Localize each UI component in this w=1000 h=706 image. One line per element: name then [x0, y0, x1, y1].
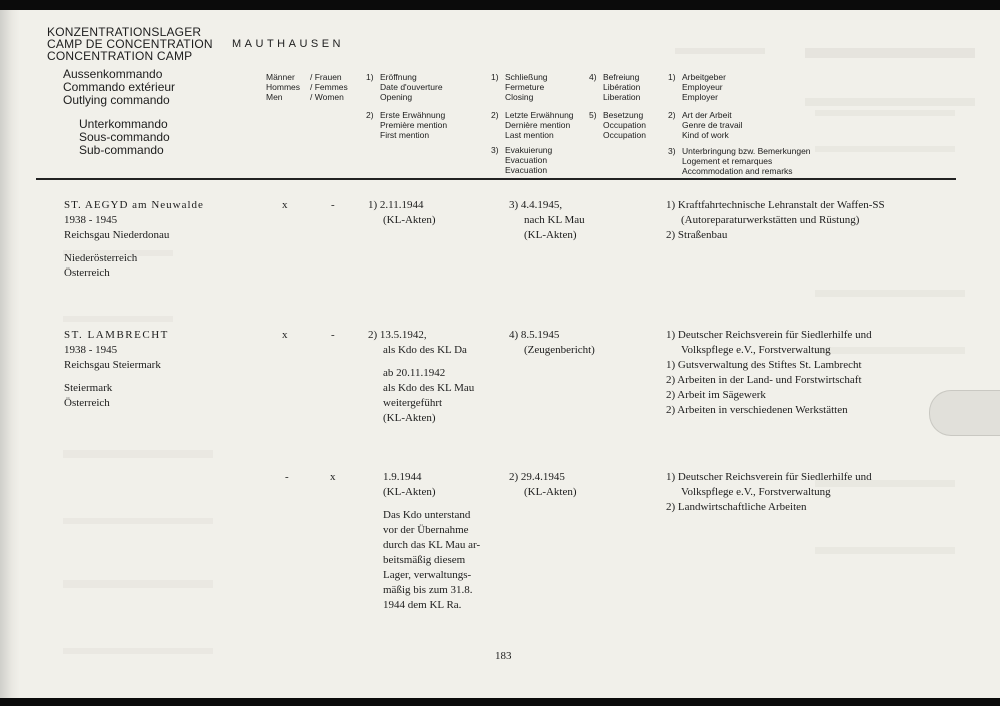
cell-line: ab 20.11.1942 [383, 367, 446, 379]
commando-country: Österreich [64, 267, 110, 279]
cell-line: 1) 2.11.1944 [368, 199, 424, 211]
closing-cell [509, 198, 585, 243]
label: Employeur [682, 82, 723, 92]
label: Dernière mention [505, 120, 571, 130]
cell-line: als Kdo des KL Da [383, 344, 467, 356]
work-cell [666, 198, 885, 243]
heading-line: CONCENTRATION CAMP [47, 49, 193, 63]
gender-column-header [266, 72, 348, 102]
commando-name: ST. LAMBRECHT [64, 329, 169, 341]
cell-line: 1) Deutscher Reichsverein für Siedlerhilfe und [666, 471, 872, 483]
entry-location [64, 328, 169, 411]
cell-line: 1.9.1944 [383, 471, 422, 483]
entry-location [64, 198, 204, 281]
cell-line: (Autoreparaturwerkstätten und Rüstung) [681, 214, 860, 226]
num: 3) [491, 145, 499, 155]
label: Arbeitgeber [682, 72, 726, 82]
commando-state: Steiermark [64, 382, 113, 394]
liberation-column-header [589, 72, 640, 102]
first-mention-column-header [366, 110, 447, 140]
label: Erste Erwähnung [380, 110, 446, 120]
page-number: 183 [495, 650, 512, 662]
occupation-column-header [589, 110, 646, 140]
label-men-de: Männer [266, 72, 295, 82]
cell-line: (KL-Akten) [524, 486, 577, 498]
commando-years: 1938 - 1945 [64, 214, 118, 226]
work-cell [666, 328, 872, 418]
opening-cell [368, 328, 474, 426]
cell-line: Lager, verwaltungs- [383, 569, 472, 581]
num: 5) [589, 110, 597, 120]
men-mark: x [282, 329, 288, 341]
cell-line: 2) Arbeit im Sägewerk [666, 389, 766, 401]
cell-line: (KL-Akten) [383, 412, 436, 424]
label-men-en: Men [266, 92, 283, 102]
accommodation-column-header [668, 146, 811, 176]
label: Besetzung [603, 110, 644, 120]
cell-line: 1944 dem KL Ra. [383, 599, 462, 611]
cell-line: (Zeugenbericht) [524, 344, 595, 356]
women-mark: - [331, 199, 335, 211]
opening-column-header [366, 72, 443, 102]
men-mark: - [285, 471, 289, 483]
heading-line: Unterkommando [79, 117, 168, 131]
commando-years: 1938 - 1945 [64, 344, 118, 356]
cell-line: nach KL Mau [524, 214, 585, 226]
closing-cell [509, 328, 595, 358]
cell-line: 2) Landwirtschaftliche Arbeiten [666, 501, 807, 513]
cell-line: 2) Arbeiten in der Land- und Forstwirtschaft [666, 374, 862, 386]
cell-line: 2) Arbeiten in verschiedenen Werkstätten [666, 404, 848, 416]
document-page [0, 10, 1000, 698]
label-women-en: / Women [310, 92, 344, 102]
cell-line: (KL-Akten) [383, 214, 436, 226]
heading-line: Sub-commando [79, 143, 164, 157]
label: Genre de travail [682, 120, 743, 130]
heading-line: Aussenkommando [63, 67, 163, 81]
label: Opening [380, 92, 413, 102]
cell-line: 2) Straßenbau [666, 229, 728, 241]
outlying-commando-heading [63, 68, 175, 107]
cell-line: 2) 29.4.1945 [509, 471, 565, 483]
heading-line: CAMP DE CONCENTRATION [47, 37, 213, 51]
heading-line: Outlying commando [63, 93, 170, 107]
cell-line: als Kdo des KL Mau [383, 382, 475, 394]
label: Libération [603, 82, 641, 92]
label: Date d'ouverture [380, 82, 443, 92]
heading-line: Sous-commando [79, 130, 170, 144]
camp-name: MAUTHAUSEN [232, 38, 345, 50]
cell-line: 1) Kraftfahrtechnische Lehranstalt der Waffen-SS [666, 199, 885, 211]
num: 1) [366, 72, 374, 82]
label: Employer [682, 92, 718, 102]
cell-line: Das Kdo unterstand [383, 509, 471, 521]
num: 2) [366, 110, 374, 120]
label: Occupation [603, 120, 646, 130]
label: Liberation [603, 92, 641, 102]
sub-commando-heading [79, 118, 170, 157]
label: Accommodation and remarks [682, 166, 793, 176]
label: Closing [505, 92, 534, 102]
label: Eröffnung [380, 72, 417, 82]
num: 1) [668, 72, 676, 82]
label-women-fr: / Femmes [310, 82, 348, 92]
opening-cell [383, 470, 480, 613]
label: Fermeture [505, 82, 545, 92]
cell-line: mäßig bis zum 31.8. [383, 584, 473, 596]
num: 4) [589, 72, 597, 82]
label: Logement et remarques [682, 156, 773, 166]
book-gutter [0, 10, 20, 698]
label: Evakuierung [505, 145, 553, 155]
last-mention-column-header [491, 110, 574, 140]
heading-line: KONZENTRATIONSLAGER [47, 25, 202, 39]
evacuation-column-header [491, 145, 552, 175]
commando-state: Niederösterreich [64, 252, 138, 264]
cell-line: weitergeführt [383, 397, 443, 409]
closing-cell [509, 470, 577, 500]
label-women-de: / Frauen [310, 72, 342, 82]
label-men-fr: Hommes [266, 82, 301, 92]
cell-line: 2) 13.5.1942, [368, 329, 427, 341]
women-mark: - [331, 329, 335, 341]
label: Kind of work [682, 130, 729, 140]
work-column-header [668, 110, 742, 140]
label: Befreiung [603, 72, 640, 82]
cell-line: Volkspflege e.V., Forstverwaltung [681, 344, 831, 356]
num: 2) [668, 110, 676, 120]
cell-line: beitsmäßig diesem [383, 554, 466, 566]
num: 2) [491, 110, 499, 120]
cell-line: 1) Deutscher Reichsverein für Siedlerhilfe und [666, 329, 872, 341]
work-cell [666, 470, 872, 515]
label: Art der Arbeit [682, 110, 732, 120]
women-mark: x [330, 471, 336, 483]
opening-cell [368, 198, 436, 228]
cell-line: durch das KL Mau ar- [383, 539, 481, 551]
commando-region: Reichsgau Steiermark [64, 359, 161, 371]
page-tab [929, 390, 1000, 436]
closing-column-header [491, 72, 548, 102]
employer-column-header [668, 72, 726, 102]
cell-line: (KL-Akten) [524, 229, 577, 241]
label: Letzte Erwähnung [505, 110, 574, 120]
label: Evacuation [505, 155, 548, 165]
header-divider [36, 178, 956, 180]
cell-line: 1) Gutsverwaltung des Stiftes St. Lambrecht [666, 359, 862, 371]
cell-line: (KL-Akten) [383, 486, 436, 498]
cell-line: Volkspflege e.V., Forstverwaltung [681, 486, 831, 498]
men-mark: x [282, 199, 288, 211]
cell-line: vor der Übernahme [383, 524, 469, 536]
heading-line: Commando extérieur [63, 80, 176, 94]
label: Evacuation [505, 165, 548, 175]
cell-line: 4) 8.5.1945 [509, 329, 560, 341]
label: Unterbringung bzw. Bemerkungen [682, 146, 811, 156]
commando-region: Reichsgau Niederdonau [64, 229, 170, 241]
label: Occupation [603, 130, 646, 140]
cell-line: 3) 4.4.1945, [509, 199, 563, 211]
num: 1) [491, 72, 499, 82]
label: Last mention [505, 130, 554, 140]
num: 3) [668, 146, 676, 156]
label: Schließung [505, 72, 548, 82]
camp-type-heading [47, 26, 213, 62]
commando-name: ST. AEGYD am Neuwalde [64, 199, 204, 211]
label: Première mention [380, 120, 448, 130]
label: First mention [380, 130, 430, 140]
commando-country: Österreich [64, 397, 110, 409]
